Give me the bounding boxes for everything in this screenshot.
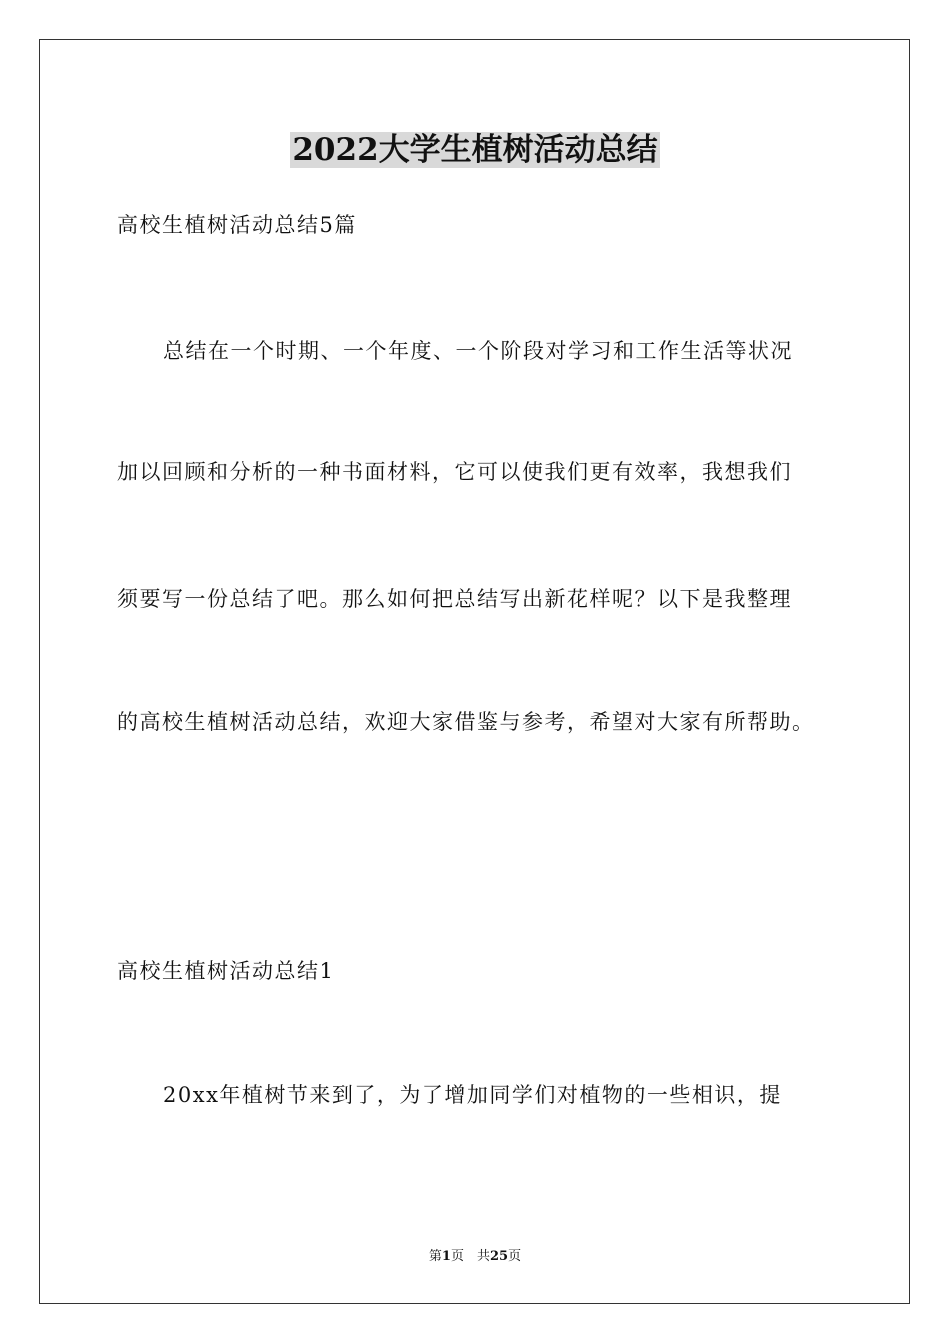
page-number-footer: [0, 1247, 950, 1267]
document-subtitle: 高校生植树活动总结5篇: [117, 213, 357, 237]
section-paragraph-line: 20xx年植树节来到了，为了增加同学们对植物的一些相识，提: [163, 1083, 782, 1107]
section-heading: 高校生植树活动总结1: [117, 959, 335, 983]
document-title-text: 2022大学生植树活动总结: [292, 132, 658, 168]
intro-paragraph-line: 须要写一份总结了吧。那么如何把总结写出新花样呢？以下是我整理: [117, 587, 792, 611]
footer-total-pages: 25: [489, 1249, 509, 1264]
footer-prefix: 第: [428, 1249, 442, 1264]
footer-suffix: 页: [508, 1249, 522, 1264]
intro-paragraph-line: 加以回顾和分析的一种书面材料，它可以使我们更有效率，我想我们: [117, 460, 792, 484]
document-title: [0, 128, 950, 172]
intro-paragraph-line: 总结在一个时期、一个年度、一个阶段对学习和工作生活等状况: [163, 339, 793, 363]
footer-middle: 页 共: [450, 1249, 490, 1264]
footer-current-page: 1: [441, 1249, 451, 1264]
intro-paragraph-line: 的高校生植树活动总结，欢迎大家借鉴与参考，希望对大家有所帮助。: [117, 710, 815, 734]
